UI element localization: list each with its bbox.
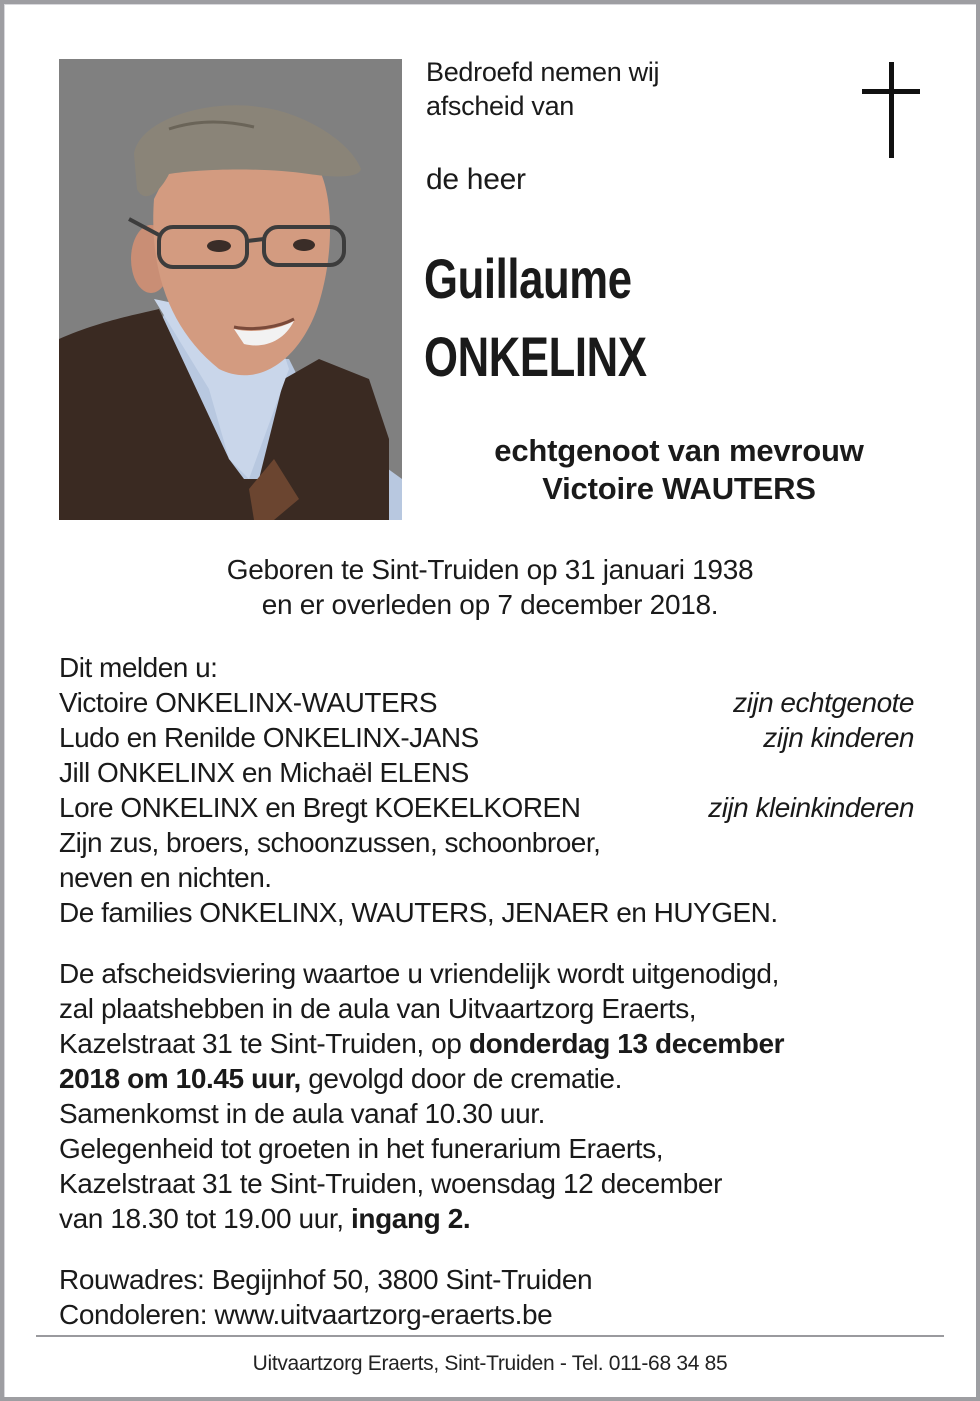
visitation-time: van 18.30 tot 19.00 uur, xyxy=(59,1203,352,1234)
ceremony-line: Gelegenheid tot groeten in het funerarium Eraerts, xyxy=(59,1133,664,1164)
funeral-home-footer: Uitvaartzorg Eraerts, Sint-Truiden - Tel. 011-68 34 85 xyxy=(252,1352,728,1375)
first-name: Guillaume xyxy=(424,247,632,310)
relatives-heading: Dit melden u: xyxy=(59,652,218,683)
mourning-address: Rouwadres: Begijnhof 50, 3800 Sint-Truiden xyxy=(59,1264,593,1295)
relative-names: Victoire ONKELINX-WAUTERS xyxy=(59,687,438,718)
visitation-entrance: ingang 2. xyxy=(351,1203,471,1234)
ceremony-location: Kazelstraat 31 te Sint-Truiden, op xyxy=(59,1028,469,1059)
ceremony-date: donderdag 13 december xyxy=(468,1028,785,1059)
ceremony-line xyxy=(59,1061,929,1096)
latin-cross-icon xyxy=(862,62,922,162)
relative-role: zijn kinderen xyxy=(763,722,914,753)
deceased-name xyxy=(424,240,647,396)
relative-names: Ludo en Renilde ONKELINX-JANS xyxy=(59,722,479,753)
relatives-extra-line: Zijn zus, broers, schoonzussen, schoonbroer, xyxy=(59,827,601,858)
death-line: en er overleden op 7 december 2018. xyxy=(261,589,719,620)
intro-line-1: Bedroefd nemen wij xyxy=(426,57,660,87)
ceremony-time: 2018 om 10.45 uur, xyxy=(59,1063,301,1094)
condolences-label: Condoleren: xyxy=(59,1299,215,1330)
obituary-card xyxy=(4,4,976,1397)
contact-section xyxy=(59,1262,592,1332)
ceremony-line xyxy=(59,1201,929,1236)
birth-line: Geboren te Sint-Truiden op 31 januari 1938 xyxy=(226,554,754,585)
portrait-image xyxy=(59,59,402,520)
condolences-link[interactable]: www.uitvaartzorg-eraerts.be xyxy=(214,1299,553,1330)
relatives-section xyxy=(59,650,914,930)
relative-role: zijn echtgenote xyxy=(733,687,914,718)
last-name: ONKELINX xyxy=(424,325,647,388)
footer-divider xyxy=(36,1335,944,1337)
relative-row xyxy=(59,685,914,720)
ceremony-line: zal plaatshebben in de aula van Uitvaartzorg Eraerts, xyxy=(59,993,697,1024)
life-dates xyxy=(4,552,976,622)
spouse-line-2: Victoire WAUTERS xyxy=(542,471,816,506)
spouse-line-1: echtgenoot van mevrouw xyxy=(494,433,864,468)
relative-names: Lore ONKELINX en Bregt KOEKELKOREN xyxy=(59,792,581,823)
relative-row xyxy=(59,720,914,755)
intro-text xyxy=(426,55,659,123)
spouse-info xyxy=(414,432,944,508)
relatives-extra-line: De families ONKELINX, WAUTERS, JENAER en HUYGEN. xyxy=(59,897,778,928)
intro-line-2: afscheid van xyxy=(426,91,574,121)
relative-role: zijn kleinkinderen xyxy=(708,792,914,823)
relative-row xyxy=(59,790,914,825)
portrait-photo xyxy=(59,59,402,520)
condolences-line xyxy=(59,1297,592,1332)
relative-names: Jill ONKELINX en Michaël ELENS xyxy=(59,757,469,788)
ceremony-line: De afscheidsviering waartoe u vriendelijk wordt uitgenodigd, xyxy=(59,958,779,989)
honorific-title: de heer xyxy=(426,163,526,196)
ceremony-line xyxy=(59,1026,929,1061)
relatives-extra-line: neven en nichten. xyxy=(59,862,272,893)
relative-row xyxy=(59,755,914,790)
ceremony-line: Kazelstraat 31 te Sint-Truiden, woensdag 12 december xyxy=(59,1168,722,1199)
ceremony-section xyxy=(59,956,929,1236)
ceremony-followup: gevolgd door de crematie. xyxy=(300,1063,622,1094)
ceremony-line: Samenkomst in de aula vanaf 10.30 uur. xyxy=(59,1098,546,1129)
